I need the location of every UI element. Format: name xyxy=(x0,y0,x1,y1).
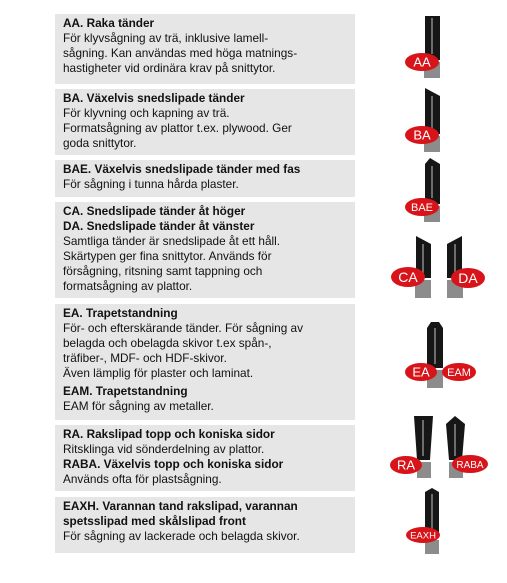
tooth-type-ea-eam xyxy=(55,304,355,420)
tooth-type-description: För klyvning och kapning av trä. xyxy=(63,106,230,120)
badge-ra-label: RA xyxy=(396,457,416,473)
tooth-type-description: sågning. Kan användas med höga matnings- xyxy=(63,46,298,60)
badge-ra xyxy=(390,456,422,474)
tooth-type-description: För klyvsågning av trä, inklusive lamell- xyxy=(63,31,269,45)
tooth-type-description: belagda och obelagda skivor t.ex spån-, xyxy=(63,336,272,350)
tooth-type-description: Ritsklinga vid sönderdelning av plattor. xyxy=(63,442,265,456)
badge-aa xyxy=(405,53,439,71)
tooth-type-heading: BAE. Växelvis snedslipade tänder med fas xyxy=(63,162,301,176)
badge-ea xyxy=(405,363,437,381)
tooth-type-heading: AA. Raka tänder xyxy=(63,16,155,30)
tooth-type-description: Även lämplig för plaster och laminat. xyxy=(63,366,254,380)
conical-tooth-icon xyxy=(385,412,495,482)
tooth-type-ba xyxy=(55,89,355,155)
badge-ca xyxy=(391,267,425,287)
tooth-type-description: hastigheter vid ordinära krav på snittytor. xyxy=(63,61,276,75)
tooth-type-description: Skärtypen ger fina snittytor. Används för xyxy=(63,249,272,263)
tooth-type-aa xyxy=(55,14,355,84)
tooth-type-heading: EAXH. Varannan tand rakslipad, varannan xyxy=(63,499,298,513)
tooth-type-eaxh xyxy=(55,497,355,553)
tooth-type-description: För sågning av lackerade och belagda skivor. xyxy=(63,529,300,543)
tooth-type-description: Används ofta för plastsågning. xyxy=(63,472,222,486)
badge-raba-label: RABA xyxy=(456,460,484,471)
badge-ba xyxy=(405,126,439,144)
tooth-type-description: För sågning i tunna hårda plaster. xyxy=(63,177,239,191)
bevel-right-left-tooth-icon xyxy=(385,232,495,302)
tooth-type-heading: BA. Växelvis snedslipade tänder xyxy=(63,91,245,105)
tooth-type-heading: CA. Snedslipade tänder åt höger xyxy=(63,204,246,218)
badge-raba xyxy=(452,455,488,473)
tooth-type-heading: EA. Trapetstandning xyxy=(63,306,178,320)
badge-da-label: DA xyxy=(458,270,478,286)
tooth-type-bae xyxy=(55,160,355,197)
tooth-type-description: träfiber-, MDF- och HDF-skivor. xyxy=(63,351,227,365)
trapezoid-tooth-icon xyxy=(395,320,485,390)
tooth-type-description: formatsågning av plattor. xyxy=(63,279,193,293)
badge-ba-label: BA xyxy=(413,127,431,143)
badge-bae-label: BAE xyxy=(410,202,434,214)
tooth-type-ra-raba xyxy=(55,425,355,491)
alternate-bevel-tooth-icon xyxy=(395,86,455,156)
tooth-type-description: Formatsågning av plattor t.ex. plywood. Ger xyxy=(63,121,292,135)
tooth-type-description: försågning, ritsning samt tappning och xyxy=(63,264,263,278)
badge-da xyxy=(451,268,485,288)
badge-eam-label: EAM xyxy=(447,367,471,379)
tooth-type-heading: EAM. Trapetstandning xyxy=(63,384,188,398)
tooth-type-heading: DA. Snedslipade tänder åt vänster xyxy=(63,219,255,233)
badge-ca-label: CA xyxy=(398,269,418,285)
tooth-type-description: För- och efterskärande tänder. För sågning av xyxy=(63,321,303,335)
hollow-face-tooth-icon xyxy=(395,488,455,558)
badge-eaxh-label: EAXH xyxy=(410,530,436,542)
badge-eaxh xyxy=(406,527,440,543)
straight-tooth-icon xyxy=(395,14,455,84)
tooth-type-heading: RA. Rakslipad topp och koniska sidor xyxy=(63,427,275,441)
alternate-bevel-chamfer-tooth-icon xyxy=(395,156,455,226)
badge-eam xyxy=(442,363,476,381)
tooth-type-heading: spetsslipad med skålslipad front xyxy=(63,514,246,528)
tooth-type-description: Samtliga tänder är snedslipade åt ett håll. xyxy=(63,234,281,248)
tooth-type-description: goda snittytor. xyxy=(63,136,137,150)
badge-aa-label: AA xyxy=(413,54,431,70)
tooth-type-ca-da xyxy=(55,202,355,298)
tooth-type-description: EAM för sågning av metaller. xyxy=(63,399,214,413)
badge-ea-label: EA xyxy=(412,364,430,380)
badge-bae xyxy=(405,198,439,216)
tooth-type-heading: RABA. Växelvis topp och koniska sidor xyxy=(63,457,284,471)
